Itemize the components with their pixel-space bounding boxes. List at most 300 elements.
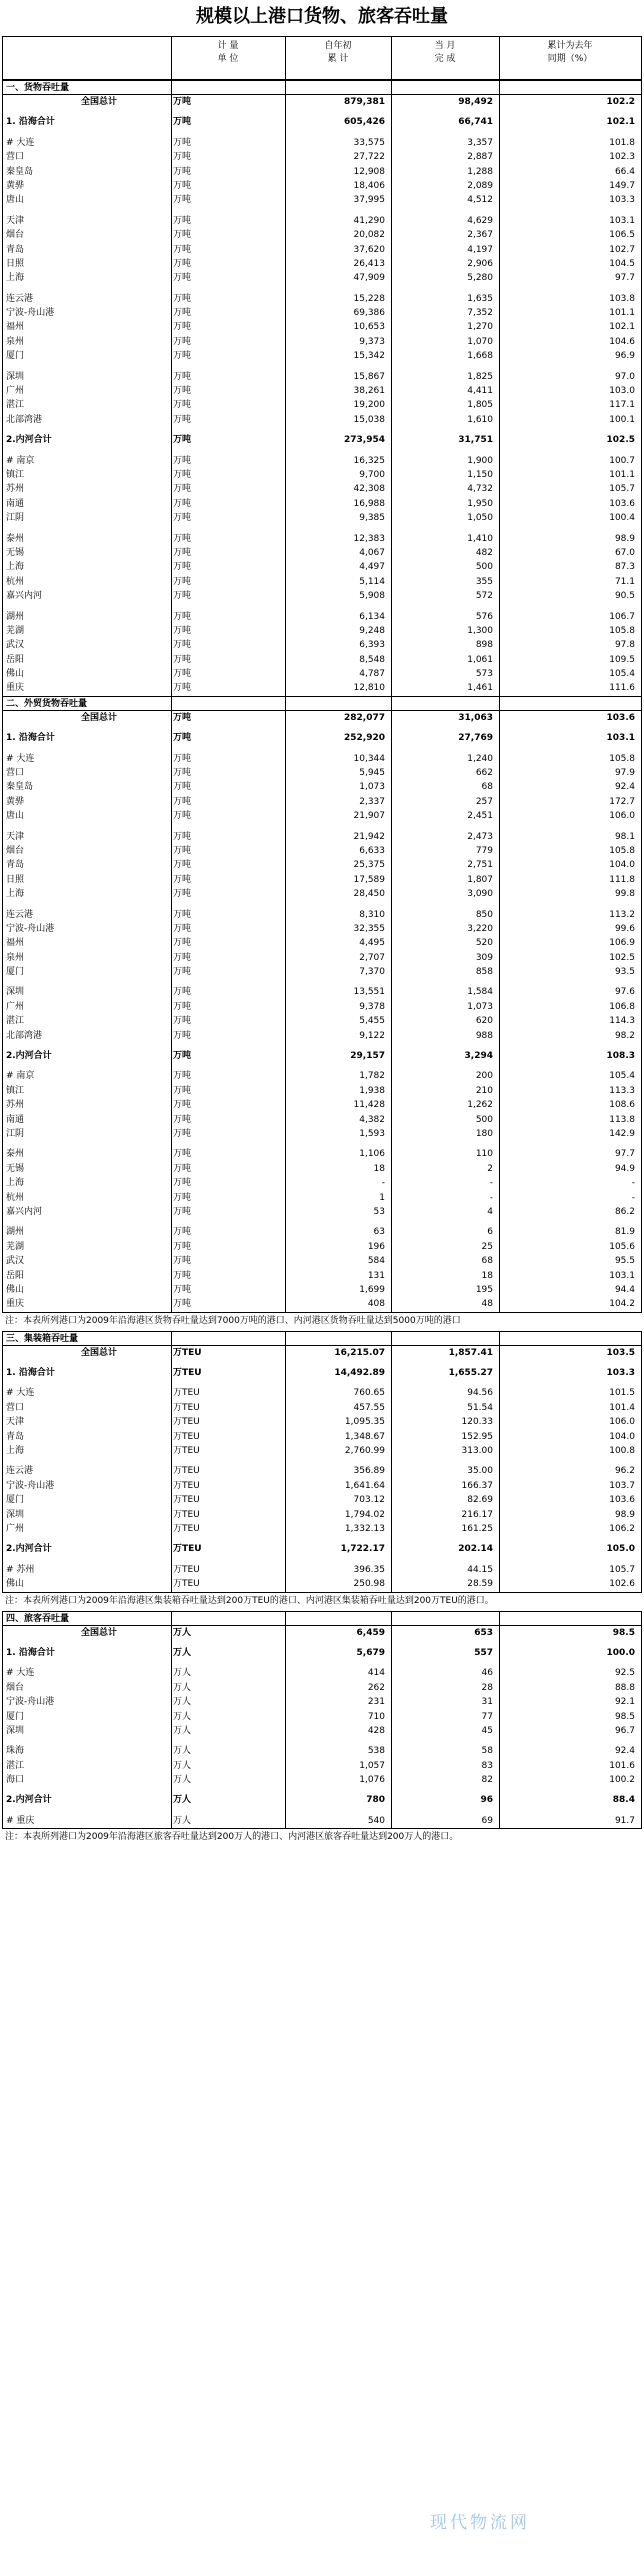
port-name: 青岛 bbox=[6, 1431, 25, 1442]
port-name: 上海 bbox=[6, 1446, 25, 1457]
unit-cell: 万吨 bbox=[173, 625, 192, 636]
unit-cell: 万吨 bbox=[173, 1129, 192, 1139]
month-cell: 257 bbox=[475, 796, 493, 807]
yoy-pct-cell: 100.4 bbox=[609, 513, 635, 524]
yoy-pct-cell: 98.1 bbox=[614, 831, 635, 842]
yoy-pct-cell: 113.2 bbox=[609, 909, 635, 920]
port-name: # 大连 bbox=[6, 137, 35, 148]
month-cell: 572 bbox=[475, 591, 493, 602]
table-row bbox=[2, 1283, 642, 1297]
port-name: # 苏州 bbox=[6, 1564, 35, 1575]
cumulative-cell: 250.98 bbox=[353, 1579, 385, 1590]
unit-cell: 万吨 bbox=[173, 533, 192, 544]
section-title: 三、集装箱吞吐量 bbox=[6, 1333, 79, 1344]
month-cell: 2,089 bbox=[467, 180, 493, 191]
table-row bbox=[2, 1225, 642, 1239]
yoy-pct-cell: 96.9 bbox=[614, 351, 635, 362]
cumulative-cell: 29,157 bbox=[350, 1051, 385, 1062]
yoy-pct-cell: 103.1 bbox=[606, 733, 635, 744]
unit-cell: 万人 bbox=[173, 1668, 192, 1679]
table-row bbox=[2, 1191, 642, 1205]
cumulative-cell: 879,381 bbox=[344, 97, 385, 107]
cumulative-cell: 1,641.64 bbox=[344, 1480, 385, 1491]
port-name: 湛江 bbox=[6, 1760, 25, 1771]
unit-cell: 万吨 bbox=[173, 576, 192, 587]
table-row bbox=[2, 1240, 642, 1254]
unit-cell: 万吨 bbox=[173, 498, 192, 509]
yoy-pct-cell: 98.5 bbox=[614, 1711, 635, 1722]
month-cell: 1,073 bbox=[467, 1001, 493, 1012]
cumulative-cell: 21,907 bbox=[353, 811, 385, 822]
table-row bbox=[2, 335, 642, 349]
unit-cell: 万吨 bbox=[173, 400, 192, 411]
cumulative-cell: 1,106 bbox=[359, 1149, 385, 1160]
unit-cell: 万吨 bbox=[173, 336, 192, 347]
unit-cell: 万吨 bbox=[173, 640, 192, 651]
month-cell: 482 bbox=[475, 547, 493, 558]
unit-cell: 万吨 bbox=[173, 371, 192, 382]
table-row bbox=[2, 179, 642, 193]
unit-cell: 万TEU bbox=[173, 1564, 200, 1575]
cumulative-cell: 1,722.17 bbox=[340, 1544, 385, 1555]
table-row bbox=[2, 1297, 642, 1311]
table-row bbox=[2, 271, 642, 285]
port-name: 湖州 bbox=[6, 1227, 25, 1238]
unit-cell: 万吨 bbox=[173, 180, 192, 191]
cumulative-cell: 252,920 bbox=[344, 733, 385, 744]
port-name: # 大连 bbox=[6, 753, 35, 764]
yoy-pct-cell: 103.3 bbox=[606, 1368, 635, 1379]
yoy-pct-cell: 104.0 bbox=[609, 860, 635, 871]
unit-cell: 万吨 bbox=[173, 308, 192, 319]
yoy-pct-cell: 96.2 bbox=[614, 1466, 635, 1477]
unit-cell: 万人 bbox=[173, 1711, 192, 1722]
port-name: 日照 bbox=[6, 874, 25, 885]
port-name: 上海 bbox=[6, 1178, 25, 1189]
cumulative-cell: 9,373 bbox=[359, 336, 385, 347]
yoy-pct-cell: 105.8 bbox=[609, 753, 635, 764]
month-cell: 68 bbox=[481, 1256, 493, 1267]
cumulative-cell: 16,215.07 bbox=[334, 1347, 385, 1358]
table-row bbox=[2, 985, 642, 999]
yoy-pct-cell: 71.1 bbox=[614, 576, 635, 587]
month-cell: 1,262 bbox=[467, 1100, 493, 1111]
cumulative-cell: 6,134 bbox=[359, 611, 385, 622]
yoy-pct-cell: 109.5 bbox=[609, 654, 635, 665]
month-cell: 1,300 bbox=[467, 625, 493, 636]
month-cell: 573 bbox=[475, 669, 493, 680]
port-name: 武汉 bbox=[6, 640, 25, 651]
cumulative-cell: 538 bbox=[367, 1746, 385, 1757]
month-cell: 31 bbox=[481, 1697, 493, 1708]
unit-cell: 万吨 bbox=[173, 831, 192, 842]
port-name: 烟台 bbox=[6, 845, 25, 856]
port-name: 唐山 bbox=[6, 811, 25, 822]
yoy-pct-cell: 94.4 bbox=[614, 1284, 635, 1295]
unit-cell: 万TEU bbox=[173, 1368, 202, 1379]
cumulative-cell: 15,038 bbox=[353, 414, 385, 425]
port-name: 福州 bbox=[6, 938, 25, 949]
yoy-pct-cell: 100.7 bbox=[609, 455, 635, 466]
yoy-pct-cell: 97.6 bbox=[614, 987, 635, 998]
month-cell: 1,857.41 bbox=[448, 1347, 493, 1358]
header-cumulative: 自年初 累 计 bbox=[324, 41, 352, 64]
port-name: 宁波-舟山港 bbox=[6, 308, 55, 319]
month-cell: 82 bbox=[481, 1775, 493, 1786]
unit-cell: 万吨 bbox=[173, 1270, 192, 1281]
yoy-pct-cell: 106.0 bbox=[609, 811, 635, 822]
cumulative-cell: 5,114 bbox=[359, 576, 385, 587]
port-name: 宁波-舟山港 bbox=[6, 1480, 55, 1491]
yoy-pct-cell: 92.4 bbox=[614, 782, 635, 793]
port-name: 连云港 bbox=[6, 293, 34, 304]
unit-cell: 万吨 bbox=[173, 669, 192, 680]
yoy-pct-cell: 106.5 bbox=[609, 230, 635, 241]
cumulative-cell: 47,909 bbox=[353, 273, 385, 284]
month-cell: 216.17 bbox=[461, 1509, 493, 1520]
month-cell: 25 bbox=[481, 1241, 493, 1252]
table-row bbox=[2, 413, 642, 427]
yoy-pct-cell: 100.2 bbox=[609, 1775, 635, 1786]
cumulative-cell: 231 bbox=[367, 1697, 385, 1708]
unit-cell: 万TEU bbox=[173, 1402, 200, 1413]
table-row bbox=[2, 560, 642, 574]
unit-cell: 万吨 bbox=[173, 753, 192, 764]
port-name: 泰州 bbox=[6, 533, 25, 544]
yoy-pct-cell: 103.1 bbox=[609, 1270, 635, 1281]
month-cell: 355 bbox=[475, 576, 493, 587]
port-name: 苏州 bbox=[6, 1100, 25, 1111]
table-row bbox=[2, 370, 642, 384]
port-name: 青岛 bbox=[6, 244, 25, 255]
month-cell: 1,070 bbox=[467, 336, 493, 347]
table-row bbox=[2, 1084, 642, 1098]
cumulative-cell: 1 bbox=[379, 1192, 385, 1203]
month-cell: 1,610 bbox=[467, 414, 493, 425]
yoy-pct-cell: 106.2 bbox=[609, 1523, 635, 1534]
table-row bbox=[2, 1113, 642, 1127]
cumulative-cell: 16,325 bbox=[353, 455, 385, 466]
port-name: # 重庆 bbox=[6, 1815, 35, 1826]
table-row bbox=[2, 936, 642, 950]
table-row bbox=[2, 546, 642, 560]
cumulative-cell: 18 bbox=[373, 1163, 385, 1174]
unit-cell: 万吨 bbox=[173, 1206, 192, 1217]
cumulative-cell: 11,428 bbox=[353, 1100, 385, 1111]
yoy-pct-cell: 100.1 bbox=[609, 414, 635, 425]
port-name: 宁波-舟山港 bbox=[6, 923, 55, 934]
month-cell: 35.00 bbox=[467, 1466, 493, 1477]
port-name: 2.内河合计 bbox=[6, 1795, 52, 1806]
table-row bbox=[2, 257, 642, 271]
unit-cell: 万吨 bbox=[173, 562, 192, 573]
yoy-pct-cell: 101.8 bbox=[609, 137, 635, 148]
month-cell: 3,294 bbox=[464, 1051, 493, 1062]
yoy-pct-cell: 103.6 bbox=[609, 498, 635, 509]
port-name: 珠海 bbox=[6, 1746, 25, 1757]
cumulative-cell: 710 bbox=[367, 1711, 385, 1722]
month-cell: 4,197 bbox=[467, 244, 493, 255]
table-row bbox=[2, 589, 642, 603]
table-row bbox=[2, 1269, 642, 1283]
port-name: 上海 bbox=[6, 273, 25, 284]
yoy-pct-cell: 97.7 bbox=[614, 273, 635, 284]
cumulative-cell: 1,332.13 bbox=[344, 1523, 385, 1534]
cumulative-cell: 760.65 bbox=[353, 1388, 385, 1399]
unit-cell: 万TEU bbox=[173, 1417, 200, 1428]
port-name: 湛江 bbox=[6, 400, 25, 411]
port-name: 上海 bbox=[6, 889, 25, 900]
cumulative-cell: 12,383 bbox=[353, 533, 385, 544]
yoy-pct-cell: 105.8 bbox=[609, 845, 635, 856]
month-cell: 45 bbox=[481, 1725, 493, 1736]
month-cell: 1,668 bbox=[467, 351, 493, 362]
unit-cell: 万吨 bbox=[173, 1178, 192, 1189]
port-name: 厦门 bbox=[6, 967, 25, 978]
table-row bbox=[2, 1681, 642, 1695]
unit-cell: 万人 bbox=[173, 1647, 192, 1658]
table-row bbox=[2, 610, 642, 624]
port-name: 岳阳 bbox=[6, 1270, 25, 1281]
unit-cell: 万吨 bbox=[173, 166, 192, 177]
month-cell: 1,807 bbox=[467, 874, 493, 885]
port-name: 全国总计 bbox=[80, 1347, 117, 1358]
unit-cell: 万吨 bbox=[173, 1100, 192, 1111]
unit-cell: 万吨 bbox=[173, 909, 192, 920]
port-name: 苏州 bbox=[6, 484, 25, 495]
yoy-pct-cell: 113.8 bbox=[609, 1114, 635, 1125]
port-name: 湖州 bbox=[6, 611, 25, 622]
month-cell: 31,751 bbox=[458, 435, 493, 446]
month-cell: 7,352 bbox=[467, 308, 493, 319]
yoy-pct-cell: 106.0 bbox=[609, 1417, 635, 1428]
month-cell: 898 bbox=[475, 640, 493, 651]
table-row bbox=[2, 667, 642, 681]
table-footnote: 注：本表所列港口为2009年沿海港区货物吞吐量达到7000万吨的港口、内河港区货物吞吐量达到5000万吨的港口 bbox=[2, 1312, 642, 1331]
cumulative-cell: 2,760.99 bbox=[344, 1446, 385, 1457]
yoy-pct-cell: 99.8 bbox=[614, 889, 635, 900]
port-name: 湛江 bbox=[6, 1016, 25, 1027]
table-row bbox=[2, 532, 642, 546]
port-name: 唐山 bbox=[6, 195, 25, 206]
cumulative-cell: 9,122 bbox=[359, 1030, 385, 1041]
yoy-pct-cell: 88.8 bbox=[614, 1682, 635, 1693]
yoy-pct-cell: 108.6 bbox=[609, 1100, 635, 1111]
yoy-pct-cell: 104.0 bbox=[609, 1431, 635, 1442]
month-cell: 58 bbox=[481, 1746, 493, 1757]
port-name: 全国总计 bbox=[80, 712, 117, 723]
yoy-pct-cell: 99.6 bbox=[614, 923, 635, 934]
unit-cell: 万吨 bbox=[173, 547, 192, 558]
cumulative-cell: 69,386 bbox=[353, 308, 385, 319]
unit-cell: 万人 bbox=[173, 1627, 192, 1638]
section-title: 二、外贸货物吞吐量 bbox=[6, 698, 88, 709]
yoy-pct-cell: 103.1 bbox=[609, 215, 635, 226]
port-name: 佛山 bbox=[6, 1284, 25, 1295]
unit-cell: 万吨 bbox=[173, 1001, 192, 1012]
port-name: 营口 bbox=[6, 152, 25, 163]
table-row bbox=[2, 809, 642, 823]
month-cell: 110 bbox=[475, 1149, 493, 1160]
cumulative-cell: 4,495 bbox=[359, 938, 385, 949]
table-row bbox=[2, 1577, 642, 1591]
month-cell: 2 bbox=[487, 1163, 493, 1174]
unit-cell: 万TEU bbox=[173, 1388, 200, 1399]
yoy-pct-cell: 103.5 bbox=[606, 1347, 635, 1358]
port-name: 泰州 bbox=[6, 1149, 25, 1160]
unit-cell: 万吨 bbox=[173, 923, 192, 934]
port-name: 泉州 bbox=[6, 952, 25, 963]
table-row bbox=[2, 965, 642, 979]
port-name: 北部湾港 bbox=[6, 414, 43, 425]
port-name: 2.内河合计 bbox=[6, 1051, 52, 1062]
header-unit: 计 量 单 位 bbox=[217, 41, 239, 64]
yoy-pct-cell: 102.3 bbox=[609, 152, 635, 163]
month-cell: 576 bbox=[475, 611, 493, 622]
month-cell: 779 bbox=[475, 845, 493, 856]
unit-cell: 万人 bbox=[173, 1697, 192, 1708]
table-row bbox=[2, 136, 642, 150]
yoy-pct-cell: 86.2 bbox=[614, 1206, 635, 1217]
cumulative-cell: 5,679 bbox=[356, 1647, 385, 1658]
month-cell: 2,887 bbox=[467, 152, 493, 163]
subtotal-row bbox=[2, 1793, 642, 1807]
month-cell: 202.14 bbox=[458, 1544, 493, 1555]
cumulative-cell: 1,348.67 bbox=[344, 1431, 385, 1442]
yoy-pct-cell: 100.8 bbox=[609, 1446, 635, 1457]
cumulative-cell: 196 bbox=[367, 1241, 385, 1252]
cumulative-cell: 32,355 bbox=[353, 923, 385, 934]
table-row bbox=[2, 454, 642, 468]
cumulative-cell: 26,413 bbox=[353, 258, 385, 269]
month-cell: 68 bbox=[481, 782, 493, 793]
month-cell: - bbox=[489, 1192, 493, 1203]
unit-cell: 万吨 bbox=[173, 195, 192, 206]
unit-cell: 万吨 bbox=[173, 137, 192, 148]
yoy-pct-cell: 108.3 bbox=[606, 1051, 635, 1062]
yoy-pct-cell: 67.0 bbox=[614, 547, 635, 558]
yoy-pct-cell: 104.6 bbox=[609, 336, 635, 347]
unit-cell: 万吨 bbox=[173, 1016, 192, 1027]
cumulative-cell: 5,945 bbox=[359, 768, 385, 779]
unit-cell: 万TEU bbox=[173, 1523, 200, 1534]
unit-cell: 万吨 bbox=[173, 796, 192, 807]
yoy-pct-cell: 102.1 bbox=[606, 117, 635, 128]
unit-cell: 万吨 bbox=[173, 611, 192, 622]
unit-cell: 万吨 bbox=[173, 455, 192, 466]
yoy-pct-cell: 92.4 bbox=[614, 1746, 635, 1757]
cumulative-cell: 21,942 bbox=[353, 831, 385, 842]
month-cell: 200 bbox=[475, 1071, 493, 1082]
month-cell: 850 bbox=[475, 909, 493, 920]
month-cell: 152.95 bbox=[461, 1431, 493, 1442]
cumulative-cell: 9,700 bbox=[359, 469, 385, 480]
port-name: 杭州 bbox=[6, 576, 25, 587]
cumulative-cell: 1,593 bbox=[359, 1129, 385, 1139]
yoy-pct-cell: 103.6 bbox=[606, 712, 635, 723]
month-cell: 48 bbox=[481, 1299, 493, 1310]
table-row bbox=[2, 1759, 642, 1773]
port-name: 重庆 bbox=[6, 683, 25, 694]
unit-cell: 万吨 bbox=[173, 683, 192, 694]
port-name: 杭州 bbox=[6, 1192, 25, 1203]
month-cell: 28.59 bbox=[467, 1579, 493, 1590]
yoy-pct-cell: 104.2 bbox=[609, 1299, 635, 1310]
month-cell: 1,050 bbox=[467, 513, 493, 524]
yoy-pct-cell: 100.0 bbox=[606, 1647, 635, 1658]
table-row bbox=[2, 858, 642, 872]
port-name: 深圳 bbox=[6, 371, 25, 382]
month-cell: 66,741 bbox=[458, 117, 493, 128]
cumulative-cell: 8,310 bbox=[359, 909, 385, 920]
table-row bbox=[2, 766, 642, 780]
month-cell: 44.15 bbox=[467, 1564, 493, 1575]
port-name: 青岛 bbox=[6, 860, 25, 871]
port-name: 天津 bbox=[6, 1417, 25, 1428]
total-row bbox=[2, 1346, 642, 1360]
port-name: 镇江 bbox=[6, 469, 25, 480]
unit-cell: 万吨 bbox=[173, 987, 192, 998]
month-cell: 1,270 bbox=[467, 322, 493, 333]
unit-cell: 万吨 bbox=[173, 1241, 192, 1252]
table-row bbox=[2, 482, 642, 496]
cumulative-cell: 37,620 bbox=[353, 244, 385, 255]
cumulative-cell: 1,073 bbox=[359, 782, 385, 793]
yoy-pct-cell: 113.3 bbox=[609, 1085, 635, 1096]
month-cell: 120.33 bbox=[461, 1417, 493, 1428]
cumulative-cell: 6,459 bbox=[356, 1627, 385, 1638]
cumulative-cell: 10,344 bbox=[353, 753, 385, 764]
port-throughput-table bbox=[2, 36, 642, 1847]
cumulative-cell: 10,653 bbox=[353, 322, 385, 333]
port-name: # 大连 bbox=[6, 1668, 35, 1679]
cumulative-cell: 28,450 bbox=[353, 889, 385, 900]
cumulative-cell: 25,375 bbox=[353, 860, 385, 871]
port-name: 无锡 bbox=[6, 547, 25, 558]
month-cell: 28 bbox=[481, 1682, 493, 1693]
unit-cell: 万吨 bbox=[173, 152, 192, 163]
unit-cell: 万吨 bbox=[173, 351, 192, 362]
table-row bbox=[2, 1254, 642, 1268]
port-name: 深圳 bbox=[6, 1725, 25, 1736]
yoy-pct-cell: 97.9 bbox=[614, 768, 635, 779]
yoy-pct-cell: 98.9 bbox=[614, 1509, 635, 1520]
table-row bbox=[2, 1415, 642, 1429]
table-row bbox=[2, 349, 642, 363]
yoy-pct-cell: 105.8 bbox=[609, 625, 635, 636]
cumulative-cell: 8,548 bbox=[359, 654, 385, 665]
month-cell: 1,061 bbox=[467, 654, 493, 665]
cumulative-cell: 16,988 bbox=[353, 498, 385, 509]
unit-cell: 万吨 bbox=[173, 1299, 192, 1310]
yoy-pct-cell: 93.5 bbox=[614, 967, 635, 978]
yoy-pct-cell: 102.1 bbox=[609, 322, 635, 333]
unit-cell: 万吨 bbox=[173, 97, 192, 107]
unit-cell: 万吨 bbox=[173, 1227, 192, 1238]
table-row bbox=[2, 1430, 642, 1444]
month-cell: 3,357 bbox=[467, 137, 493, 148]
month-cell: 51.54 bbox=[467, 1402, 493, 1413]
unit-cell: 万吨 bbox=[173, 1030, 192, 1041]
table-row bbox=[2, 398, 642, 412]
cumulative-cell: 1,782 bbox=[359, 1071, 385, 1082]
unit-cell: 万吨 bbox=[173, 293, 192, 304]
port-name: 日照 bbox=[6, 258, 25, 269]
month-cell: 4 bbox=[487, 1206, 493, 1217]
cumulative-cell: 42,308 bbox=[353, 484, 385, 495]
cumulative-cell: 7,370 bbox=[359, 967, 385, 978]
month-cell: 195 bbox=[475, 1284, 493, 1295]
